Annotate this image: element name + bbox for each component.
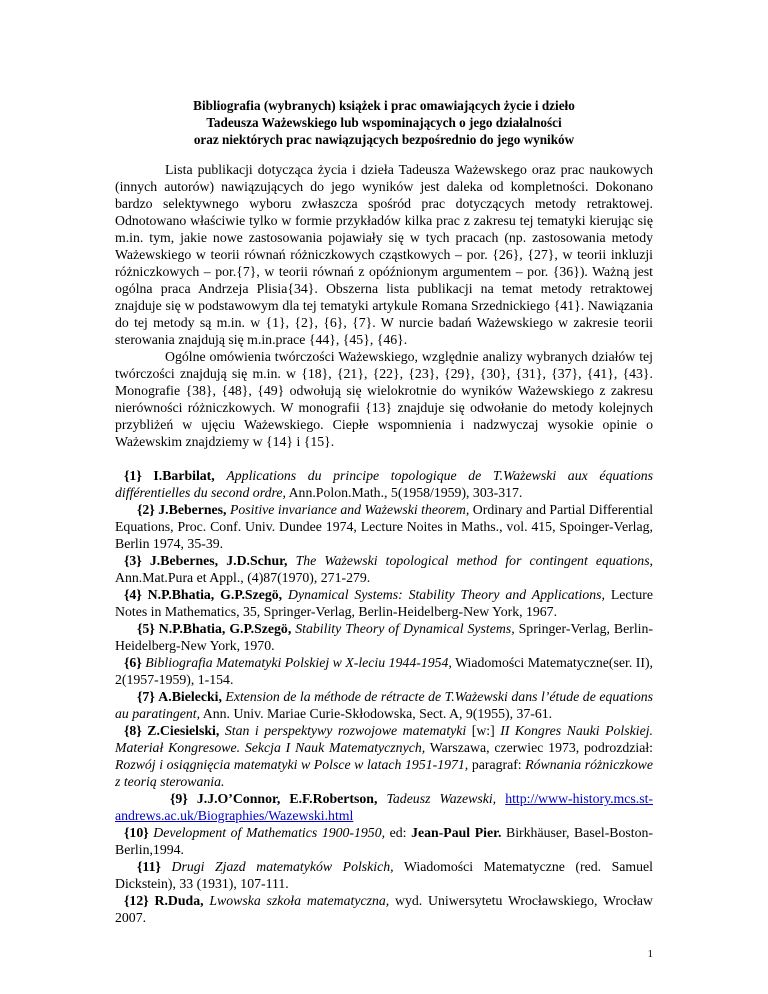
reference-list [115,467,653,926]
reference-item [115,501,653,552]
ref-author: A.Bielecki, [158,689,222,704]
reference-item [115,892,653,926]
intro-paragraph-2: Ogólne omówienia twórczości Ważewskiego, względnie analizy wybranych działów tej twórczości znajdują się m.in. w {18}, {21}, {22}, {23}, {29}, {30}, {31}, {37}, {41}, {43}. Monografie {38}, {48}, {49} odwołują się wielokrotnie do wyników Ważewskiego z zakresu nierówności różniczkowych. W monografii {13} znajduje się odwołanie do metody kolejnych przybliżeń w ujęciu Ważewskiego. Ciepłe wspomnienia i nadzwyczaj wysokie opinie o Ważewskim znajdziemy w {14} i {15}. [115,349,653,449]
ref-number: {9} [170,791,188,806]
ref-title-2: II Kongres Nauki Polskiej. Materiał Kongresowe. Sekcja I Nauk Matematycznych, [115,723,653,755]
ref-author: R.Duda, [154,893,204,908]
ref-details: Ann.Mat.Pura et Appl., (4)87(1970), 271-279. [115,570,371,585]
ref-author: N.P.Bhatia, G.P.Szegö, [158,621,292,636]
ref-author: I.Barbilat, [153,468,215,483]
reference-item [115,586,653,620]
ref-title-4: Równania różniczkowe z teorią sterowania. [115,757,653,789]
title-line-1: Bibliografia (wybranych) książek i prac omawiających życie i dzieło [193,98,575,113]
ref-title: Stability Theory of Dynamical Systems, [295,621,515,636]
ref-details: ed: [385,825,412,840]
reference-item [115,858,653,892]
ref-details: wyd. Uniwersytetu Wrocławskiego, Wrocław 2007. [115,893,653,925]
ref-title: Bibliografia Matematyki Polskiej w X-leciu 1944-1954, [145,655,452,670]
ref-number: {11} [137,859,161,874]
ref-title: Lwowska szkoła matematyczna, [209,893,390,908]
ref-details-2: Birkhäuser, Basel-Boston-Berlin,1994. [115,825,653,857]
ref-number: {8} [124,723,142,738]
ref-number: {12} [124,893,149,908]
ref-title: Positive invariance and Ważewski theorem, [229,502,470,517]
ref-title: Extension de la méthode de rétracte de T.Ważewski dans l’étude de equations au paratingent, [115,689,653,721]
page-number: 1 [647,948,653,960]
ref-number: {6} [124,655,142,670]
title-line-2: Tadeusza Ważewskiego lub wspominających o jego działalności [206,115,562,130]
ref-author: J.Bebernes, J.D.Schur, [149,553,288,568]
ref-number: {5} [137,621,155,636]
ref-title: Dynamical Systems: Stability Theory and Applications, [287,587,605,602]
ref-author: J.Bebernes, [158,502,227,517]
ref-number: {4} [124,587,142,602]
ref-url-link[interactable]: http://www-history.mcs.st-andrews.ac.uk/Biographies/Wazewski.html [115,791,654,823]
ref-details: [w:] [466,723,501,738]
ref-title: Drugi Zjazd matematyków Polskich, [171,859,394,874]
ref-details: Wiadomości Matematyczne (red. Samuel Dickstein), 33 (1931), 107-111. [115,859,653,891]
reference-item [115,824,653,858]
ref-number: {2} [137,502,155,517]
ref-details: Springer-Verlag, Berlin-Heidelberg-New York, 1970. [115,621,653,653]
ref-title: Stan i perspektywy rozwojowe matematyki [224,723,467,738]
ref-details: Wiadomości Matematyczne(ser. II), 2(1957-1959), 1-154. [115,655,653,687]
ref-editor: Jean-Paul Pier. [411,825,502,840]
ref-author: J.J.O’Connor, E.F.Robertson, [196,791,378,806]
intro-paragraph-1: Lista publikacji dotycząca życia i dzieła Tadeusza Ważewskego oraz prac naukowych (innych autorów) nawiązujących do jego wyników jest daleka od kompletności. Dokonano bardzo selektywnego wyboru zwłaszcza spośród prac dotyczących metody retraktowej. Odnotowano właściwie tylko w formie przykładów kilka prac z zakresu tej tematyki kierując się m.in. tym, jakie nowe zastosowania pojawiały się w tych pracach (np. zastosowania metody Ważewskiego w teorii równań różniczkowych cząstkowych – por. {26}, {27}, w teorii inkluzji różniczkowych – por.{7}, w teorii równań z opóźnionym argumentem – por. {36}). Ważną jest ogólna praca Andrzeja Plisia{34}. Obszerna lista publikacji na temat metody retraktowej znajduje się w podstawowym dla tej tematyki artykule Romana Srzednickiego {41}. Nawiązania do tej metody są m.in. w {1}, {2}, {6}, {7}. W nurcie badań Ważewskiego w zakresie teorii sterowania znajdują się m.in.prace {44}, {45}, {46}. [115,162,653,347]
reference-item [115,467,653,501]
ref-details: Ann. Univ. Mariae Curie-Skłodowska, Sect. A, 9(1955), 37-61. [200,706,553,721]
ref-number: {3} [124,553,142,568]
ref-details: Lecture Notes in Mathematics, 35, Springer-Verlag, Berlin-Heidelberg-New York, 1967. [115,587,653,619]
document-title [115,97,653,148]
ref-title: Development of Mathematics 1900-1950, [153,825,386,840]
ref-title-3: Rozwój i osiągnięcia matematyki w Polsce w latach 1951-1971, [115,757,469,772]
ref-number: {1} [124,468,142,483]
ref-details [496,791,505,806]
ref-title: Applications du principe topologique de T.Ważewski aux équations différentielles du second ordre, [115,468,653,500]
title-line-3: oraz niektórych prac nawiązujących bezpośrednio do jego wyników [193,132,575,147]
reference-item [115,552,653,586]
ref-number: {10} [124,825,149,840]
ref-author: N.P.Bhatia, G.P.Szegö, [147,587,283,602]
reference-item [115,790,653,824]
ref-details: Ann.Polon.Math., 5(1958/1959), 303-317. [285,485,523,500]
reference-item [115,654,653,688]
ref-details-2: Warszawa, czerwiec 1973, podrozdział: [425,740,653,755]
ref-title: The Ważewski topological method for contingent equations, [295,553,654,568]
reference-item [115,620,653,654]
ref-details-3: paragraf: [468,757,526,772]
ref-title: Tadeusz Wazewski, [386,791,497,806]
ref-author: Z.Ciesielski, [147,723,220,738]
reference-item [115,688,653,722]
reference-item [115,722,653,790]
ref-details: Ordinary and Partial Differential Equations, Proc. Conf. Univ. Dundee 1974, Lecture Noites in Maths., vol. 415, Spoinger-Verlag, Berlin 1974, 35-39. [115,502,654,551]
ref-number: {7} [137,689,155,704]
